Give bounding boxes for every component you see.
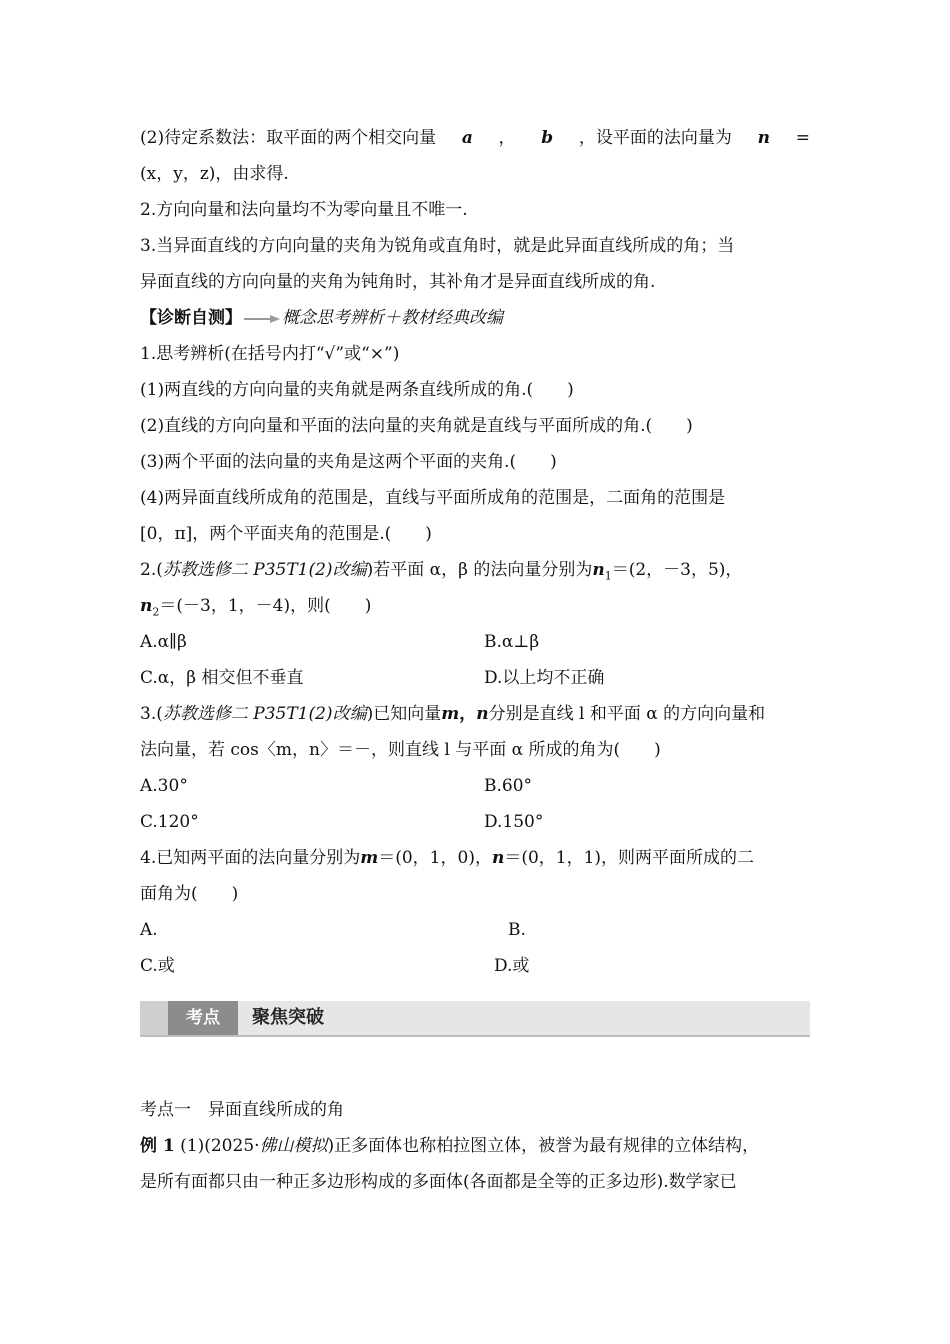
option-C: C.120° [140, 812, 199, 832]
question-4-cont: 面角为( ) [140, 884, 239, 904]
diagnosis-subtitle: 概念思考辨析＋教材经典改编 [282, 308, 503, 328]
text-segment: 2.( [140, 560, 163, 580]
banner-title: 聚焦突破 [252, 1007, 324, 1028]
text-segment: 4.已知两平面的法向量分别为 [140, 848, 361, 868]
text-segment: )若平面 α，β 的法向量分别为 [366, 560, 593, 580]
text-line: 2.方向向量和法向量均不为零向量且不唯一. [140, 200, 468, 220]
vector-m: m [360, 848, 379, 868]
text-segment: ＝(0，1，0)， [378, 848, 492, 868]
text-line: 异面直线的方向向量的夹角为钝角时，其补角才是异面直线所成的角. [140, 272, 656, 292]
section-banner [140, 1001, 810, 1037]
option-D: D.150° [484, 812, 544, 832]
vector-n: n [757, 128, 770, 148]
text-segment: )已知向量 [366, 704, 442, 724]
text-segment: (1)(2025· [174, 1136, 260, 1156]
option-A: A.α∥β [140, 632, 187, 652]
banner-lead-block [140, 1001, 168, 1035]
example-1 [140, 1134, 759, 1158]
option-B: B.60° [484, 776, 533, 796]
text-segment: ， [459, 704, 477, 724]
text-segment: 3.( [140, 704, 163, 724]
text-line [140, 126, 810, 150]
option-C: C.α，β 相交但不垂直 [140, 668, 304, 688]
text-segment: ，设平面的法向量为 [578, 128, 732, 148]
question-2-cont [140, 594, 371, 624]
option-A: A.30° [140, 776, 188, 796]
vector-m: m [441, 704, 460, 724]
option-B: B.α⊥β [484, 632, 540, 652]
text-segment: )正多面体也称柏拉图立体，被誉为最有规律的立体结构， [327, 1136, 760, 1156]
text-segment: 分别是直线 l 和平面 α 的方向向量和 [488, 704, 766, 724]
vector-n1: n [592, 560, 605, 580]
vector-b: b [541, 128, 554, 148]
example-label: 例 1 [140, 1136, 175, 1156]
text-segment: ＝(－3，1，－4)，则( ) [159, 596, 372, 616]
subscript: 2 [152, 605, 160, 619]
subscript: 1 [604, 569, 612, 583]
question-3-cont: 法向量，若 cos〈m，n〉＝－，则直线 l 与平面 α 所成的角为( ) [140, 740, 661, 760]
vector-n2: n [140, 596, 153, 616]
section-heading: 考点一 异面直线所成的角 [140, 1100, 344, 1120]
option-B: B. [508, 920, 526, 940]
banner-tag: 考点 [168, 1001, 238, 1035]
source-note: 苏教选修二 P35T1(2)改编 [162, 560, 367, 580]
question-1-4-cont: [0，π]，两个平面夹角的范围是.( ) [140, 524, 432, 544]
text-segment: ＝(0，1，1)，则两平面所成的二 [504, 848, 755, 868]
question-1-1: (1)两直线的方向向量的夹角就是两条直线所成的角.( ) [140, 380, 574, 400]
option-D: D.或 [494, 956, 530, 976]
example-1-cont: 是所有面都只由一种正多边形构成的多面体(各面都是全等的正多边形).数学家已 [140, 1172, 737, 1192]
text-segment: ， [498, 128, 516, 148]
vector-n: n [476, 704, 489, 724]
option-D: D.以上均不正确 [484, 668, 605, 688]
source-note: 苏教选修二 P35T1(2)改编 [162, 704, 367, 724]
option-A: A. [140, 920, 158, 940]
arrow-icon [244, 314, 280, 324]
question-1-2: (2)直线的方向向量和平面的法向量的夹角就是直线与平面所成的角.( ) [140, 416, 693, 436]
text-segment: (2)待定系数法：取平面的两个相交向量 [140, 128, 437, 148]
question-1-4: (4)两异面直线所成角的范围是，直线与平面所成角的范围是，二面角的范围是 [140, 488, 726, 508]
question-1-3: (3)两个平面的法向量的夹角是这两个平面的夹角.( ) [140, 452, 557, 472]
option-C: C.或 [140, 956, 175, 976]
text-line: (x，y，z)，由求得. [140, 164, 289, 184]
question-3 [140, 702, 765, 726]
vector-n: n [491, 848, 505, 868]
diagnosis-heading [140, 306, 503, 330]
question-4 [140, 846, 754, 870]
source-note: 佛山模拟 [259, 1136, 328, 1156]
text-segment: ＝(2，－3，5)， [611, 560, 743, 580]
question-1: 1.思考辨析(在括号内打“√”或“×”) [140, 344, 400, 364]
text-line: 3.当异面直线的方向向量的夹角为锐角或直角时，就是此异面直线所成的角；当 [140, 236, 735, 256]
text-segment: = [795, 128, 810, 148]
question-2 [140, 558, 742, 588]
vector-a: a [461, 128, 473, 148]
diagnosis-label: 【诊断自测】 [140, 308, 242, 328]
